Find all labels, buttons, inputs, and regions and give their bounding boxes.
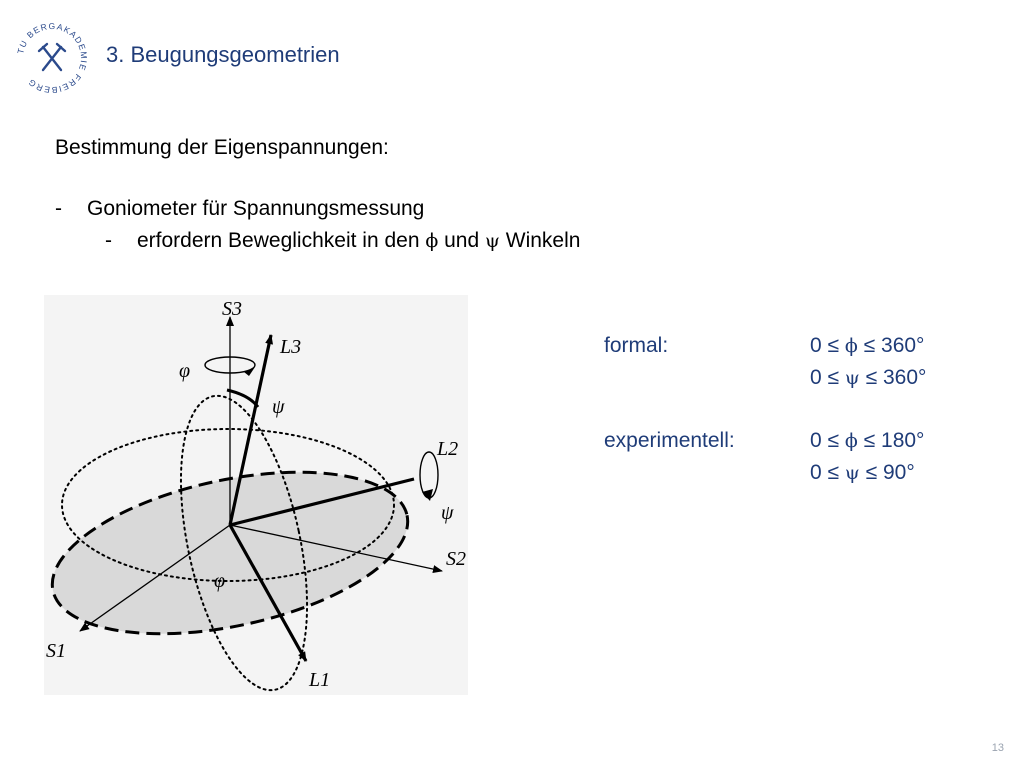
label-l2: L2 <box>437 438 459 460</box>
label-psi-top: ψ <box>272 396 285 418</box>
label-l3: L3 <box>280 336 302 358</box>
label-s3: S3 <box>222 298 242 320</box>
bullet-text-post: Winkeln <box>499 229 581 252</box>
bullet-mobility <box>105 229 580 253</box>
range-psi-experimental: 0 ≤ ψ ≤ 90° <box>810 461 915 484</box>
bullet-text-mid: und <box>438 229 486 252</box>
bullet-dash: - <box>55 197 62 220</box>
hammer-pick-icon <box>39 44 65 70</box>
bullet-goniometer <box>55 197 424 221</box>
label-s1: S1 <box>46 640 66 662</box>
range-label-experimental: experimentell: <box>604 429 735 452</box>
bullet-dash: - <box>105 229 112 252</box>
slide-title: 3. Beugungsgeometrien <box>106 42 340 67</box>
phi-symbol: ϕ <box>844 430 858 452</box>
range-label-formal: formal: <box>604 334 669 357</box>
goniometer-diagram <box>44 295 468 695</box>
logo-text: TU BERGAKADEMIE FREIBERG <box>15 20 90 96</box>
psi-symbol: ψ <box>844 367 860 389</box>
label-phi-bottom: φ <box>214 570 226 592</box>
label-psi-right: ψ <box>441 502 454 524</box>
section-heading: Bestimmung der Eigenspannungen: <box>55 136 389 159</box>
range-psi-formal: 0 ≤ ψ ≤ 360° <box>810 366 927 389</box>
bullet-text-pre: erfordern Beweglichkeit in den <box>137 229 426 252</box>
phi-symbol: ϕ <box>425 230 439 252</box>
page-number: 13 <box>991 742 1004 754</box>
label-s2: S2 <box>446 548 466 570</box>
university-logo <box>14 20 90 96</box>
range-phi-experimental: 0 ≤ ϕ ≤ 180° <box>810 429 925 452</box>
psi-symbol: ψ <box>485 230 500 252</box>
range-phi-formal: 0 ≤ ϕ ≤ 360° <box>810 334 925 357</box>
label-l1: L1 <box>309 669 331 691</box>
psi-symbol: ψ <box>844 462 860 484</box>
bullet-text: Goniometer für Spannungsmessung <box>87 197 425 220</box>
phi-symbol: ϕ <box>844 335 858 357</box>
label-phi-top: φ <box>179 360 191 382</box>
